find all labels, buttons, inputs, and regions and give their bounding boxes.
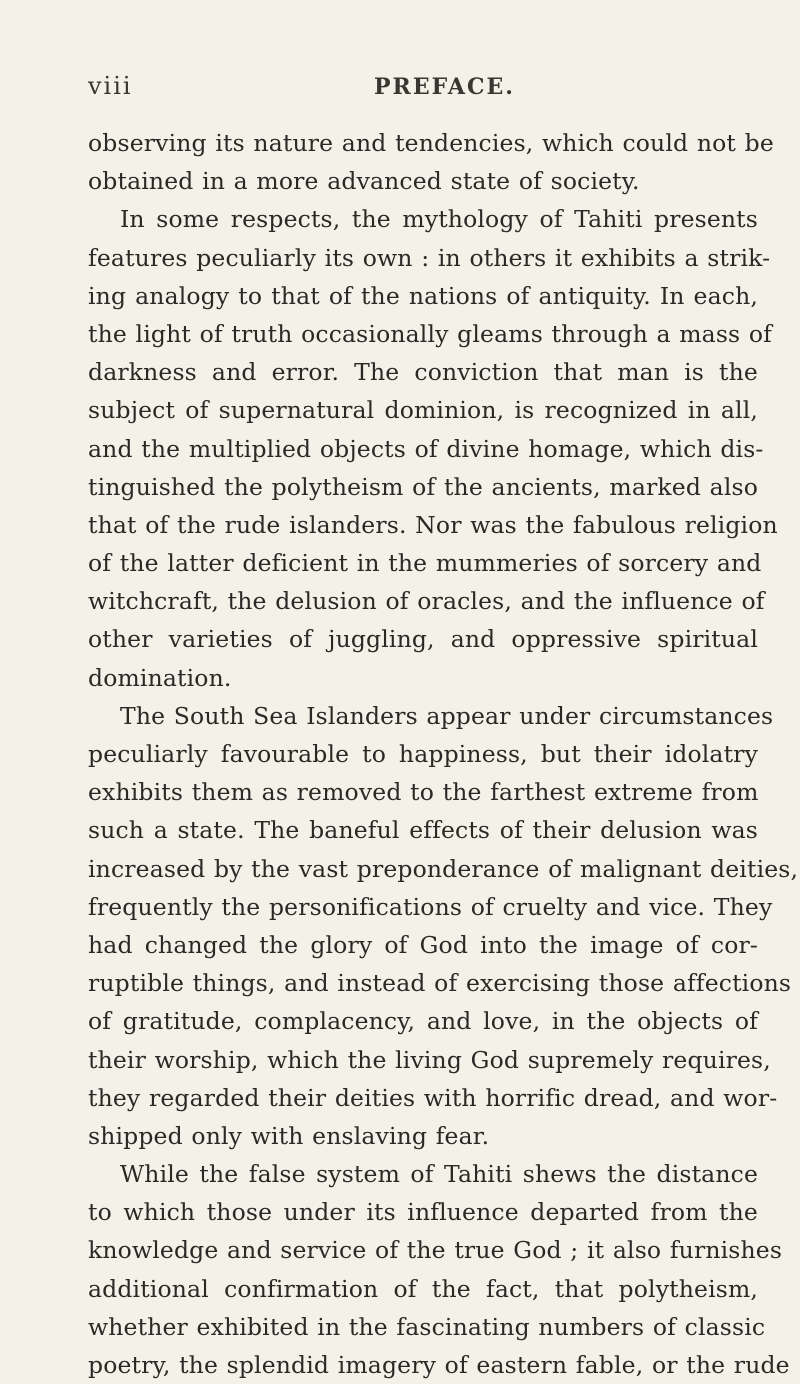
text-line: the light of truth occasionally gleams through a mass of bbox=[88, 319, 773, 348]
text-line: While the false system of Tahiti shews the distance bbox=[120, 1160, 758, 1189]
body-text bbox=[88, 124, 799, 1384]
paragraph bbox=[88, 200, 778, 696]
text-line: subject of supernatural dominion, is recognized in all, bbox=[88, 396, 758, 425]
text-line: other varieties of juggling, and oppressive spiritual bbox=[88, 625, 758, 654]
text-line: additional confirmation of the fact, that polytheism, bbox=[88, 1274, 758, 1303]
text-line: ing analogy to that of the nations of antiquity. In each, bbox=[88, 281, 758, 310]
paragraph bbox=[88, 1155, 790, 1384]
text-line: of gratitude, complacency, and love, in the objects of bbox=[88, 1007, 758, 1036]
text-line: obtained in a more advanced state of society. bbox=[88, 167, 640, 196]
page-number: viii bbox=[88, 72, 133, 100]
page-header-title: PREFACE. bbox=[374, 74, 515, 100]
text-line: frequently the personifications of cruelty and vice. They bbox=[88, 892, 773, 921]
text-line: had changed the glory of God into the image of cor- bbox=[88, 930, 758, 959]
text-line: peculiarly favourable to happiness, but their idolatry bbox=[88, 740, 758, 768]
text-line: whether exhibited in the fascinating numbers of classic bbox=[88, 1312, 766, 1341]
text-line: and the multiplied objects of divine homage, which dis- bbox=[88, 434, 764, 463]
paragraph bbox=[88, 124, 774, 200]
text-line: such a state. The baneful effects of their delusion was bbox=[88, 816, 758, 845]
paragraph bbox=[88, 697, 799, 1155]
text-line: ruptible things, and instead of exercising those affections bbox=[88, 969, 792, 998]
text-line: tinguished the polytheism of the ancients, marked also bbox=[88, 472, 758, 501]
text-line: increased by the vast preponderance of malignant deities, bbox=[88, 854, 799, 883]
text-line: exhibits them as removed to the farthest extreme from bbox=[88, 778, 759, 807]
text-line: they regarded their deities with horrific dread, and wor- bbox=[88, 1083, 778, 1112]
text-line: witchcraft, the delusion of oracles, and the influence of bbox=[88, 587, 765, 616]
text-line: poetry, the splendid imagery of eastern fable, or the rude bbox=[88, 1351, 790, 1379]
text-line: to which those under its influence departed from the bbox=[88, 1198, 758, 1227]
text-line: of the latter deficient in the mummeries of sorcery and bbox=[88, 549, 762, 578]
text-line: knowledge and service of the true God ; it also furnishes bbox=[88, 1236, 783, 1265]
text-line: shipped only with enslaving fear. bbox=[88, 1121, 490, 1150]
text-line: domination. bbox=[88, 663, 232, 692]
text-line: The South Sea Islanders appear under circumstances bbox=[120, 701, 774, 730]
text-line: that of the rude islanders. Nor was the fabulous religion bbox=[88, 510, 778, 539]
text-line: their worship, which the living God supremely requires, bbox=[88, 1045, 771, 1074]
text-line: darkness and error. The conviction that man is the bbox=[88, 358, 758, 387]
text-line: features peculiarly its own : in others it exhibits a strik- bbox=[88, 243, 771, 272]
text-line: In some respects, the mythology of Tahiti presents bbox=[120, 205, 758, 234]
running-head bbox=[88, 72, 758, 112]
text-line: observing its nature and tendencies, which could not be bbox=[88, 129, 774, 157]
